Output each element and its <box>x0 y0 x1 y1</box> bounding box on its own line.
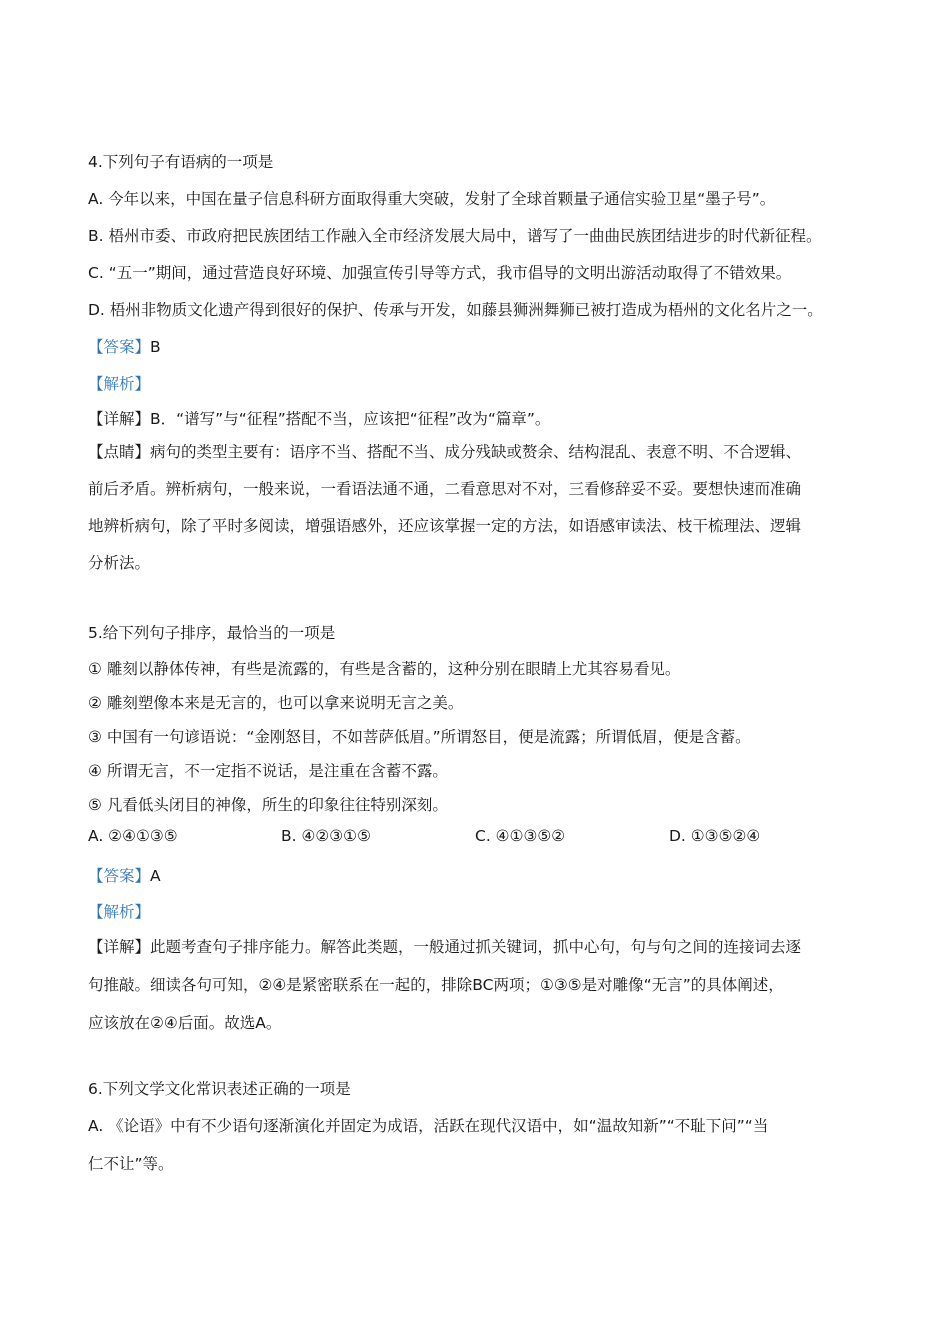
q5-detail-line-2: 句推敲。细读各句可知，②④是紧密联系在一起的，排除BC两项；①③⑤是对雕像“无言”的具体阐述， <box>88 976 784 994</box>
q4-tip-line-1 <box>88 440 801 462</box>
q4-tip-line-2: 前后矛盾。辨析病句，一般来说，一看语法通不通，二看意思对不对，三看修辞妥不妥。要想快速而准确 <box>88 480 802 498</box>
q4-detail <box>88 407 550 429</box>
analysis-tag: 【解析】 <box>88 903 151 921</box>
detail-tag: 【详解】 <box>88 410 151 428</box>
q4-option-a: A. 今年以来，中国在量子信息科研方面取得重大突破，发射了全球首颗量子通信实验卫星“墨子号”。 <box>88 190 776 208</box>
q6-option-a-line-1: A. 《论语》中有不少语句逐渐演化并固定为成语，活跃在现代汉语中，如“温故知新”“不耻下问”“当 <box>88 1117 769 1135</box>
tip-tag: 【点睛】 <box>88 443 151 461</box>
q4-analysis-tag <box>88 372 150 394</box>
q5-sentence-4: ④ 所谓无言，不一定指不说话，是注重在含蓄不露。 <box>88 762 448 780</box>
q5-option-c: C. ④①③⑤② <box>475 827 566 845</box>
q4-tip-line-4: 分析法。 <box>88 554 151 572</box>
answer-tag: 【答案】 <box>88 867 151 885</box>
q4-option-b: B. 梧州市委、市政府把民族团结工作融入全市经济发展大局中，谱写了一曲曲民族团结进步的时代新征程。 <box>88 227 822 245</box>
q5-detail-line-3: 应该放在②④后面。故选A。 <box>88 1014 282 1032</box>
detail-text: 此题考查句子排序能力。解答此类题，一般通过抓关键词，抓中心句，句与句之间的连接词去逐 <box>150 938 802 956</box>
q4-option-d: D. 梧州非物质文化遗产得到很好的保护、传承与开发，如藤县狮洲舞狮已被打造成为梧州的文化名片之一。 <box>88 301 823 319</box>
detail-tag: 【详解】 <box>88 938 151 956</box>
q6-option-a-line-2: 仁不让”等。 <box>88 1155 174 1173</box>
q4-tip-line-3: 地辨析病句，除了平时多阅读，增强语感外，还应该掌握一定的方法，如语感审读法、枝干梳理法、逻辑 <box>88 517 802 535</box>
answer-value: B <box>150 338 161 356</box>
analysis-tag: 【解析】 <box>88 375 151 393</box>
tip-text: 病句的类型主要有：语序不当、搭配不当、成分残缺或赘余、结构混乱、表意不明、不合逻辑、 <box>150 443 802 461</box>
q6-stem: 6.下列文学文化常识表述正确的一项是 <box>88 1080 351 1098</box>
q4-option-c: C. “五一”期间，通过营造良好环境、加强宣传引导等方式，我市倡导的文明出游活动取得了不错效果。 <box>88 264 792 282</box>
q5-analysis-tag <box>88 900 150 922</box>
q4-answer <box>88 335 161 357</box>
q5-sentence-3: ③ 中国有一句谚语说：“金刚怒目，不如菩萨低眉。”所谓怒目，便是流露；所谓低眉，便是含蓄。 <box>88 728 751 746</box>
q4-stem: 4.下列句子有语病的一项是 <box>88 153 274 171</box>
q5-option-a: A. ②④①③⑤ <box>88 827 178 845</box>
answer-tag: 【答案】 <box>88 338 151 356</box>
q5-stem: 5.给下列句子排序，最恰当的一项是 <box>88 624 336 642</box>
q5-detail-line-1 <box>88 935 801 957</box>
detail-text: B．“谱写”与“征程”搭配不当，应该把“征程”改为“篇章”。 <box>150 410 551 428</box>
q5-option-b: B. ④②③①⑤ <box>281 827 371 845</box>
q5-sentence-2: ② 雕刻塑像本来是无言的，也可以拿来说明无言之美。 <box>88 694 464 712</box>
q5-sentence-1: ① 雕刻以静体传神，有些是流露的，有些是含蓄的，这种分别在眼睛上尤其容易看见。 <box>88 660 681 678</box>
q5-answer <box>88 864 161 886</box>
q5-sentence-5: ⑤ 凡看低头闭目的神像，所生的印象往往特别深刻。 <box>88 796 448 814</box>
answer-value: A <box>150 867 161 885</box>
q5-option-d: D. ①③⑤②④ <box>669 827 761 845</box>
